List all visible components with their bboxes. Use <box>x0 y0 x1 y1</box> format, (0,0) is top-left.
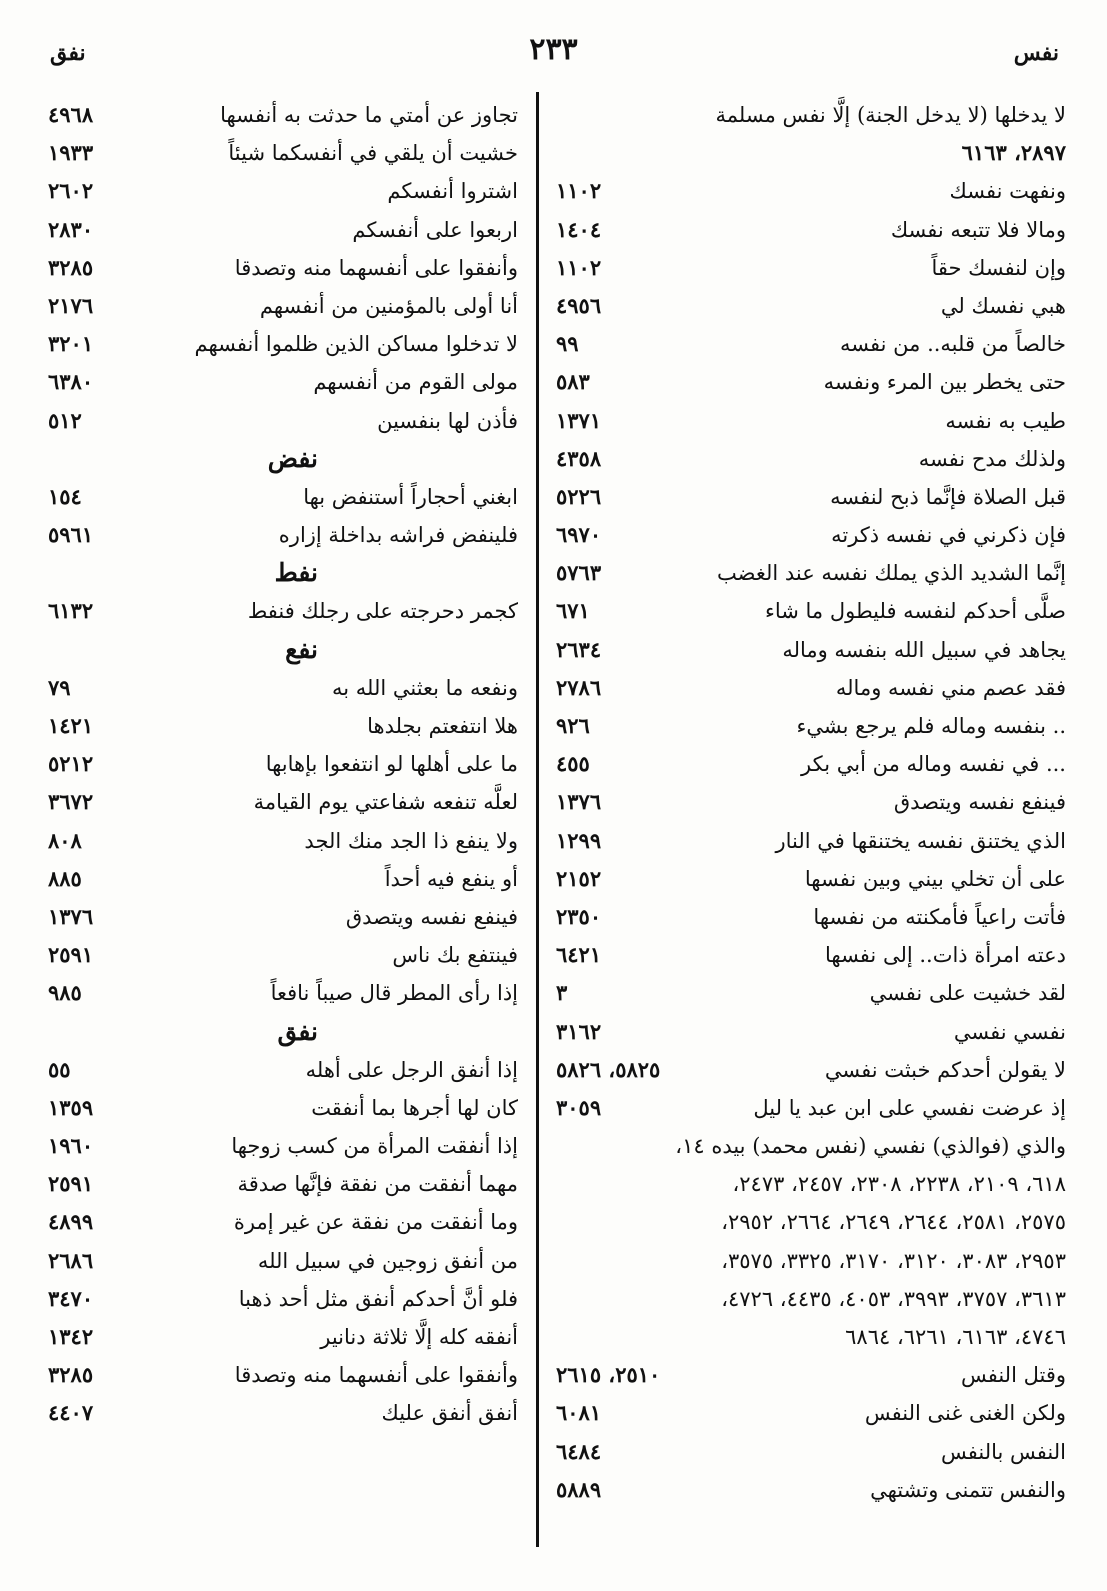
entry-text: لقد خشيت على نفسي <box>869 981 1066 1006</box>
continuation-line <box>556 96 1066 134</box>
entry-text: لعلَّه تنفعه شفاعتي يوم القيامة <box>253 790 518 815</box>
index-entry <box>556 554 1066 592</box>
heading-text: نفض <box>267 443 318 473</box>
entry-number: ٢٧٨٦ <box>556 674 602 700</box>
index-entry <box>48 287 518 325</box>
index-entry <box>556 822 1066 860</box>
section-heading <box>48 440 518 478</box>
entry-number: ١٥٤ <box>48 483 82 509</box>
section-heading <box>48 554 518 592</box>
index-entry <box>556 478 1066 516</box>
index-entry <box>556 440 1066 478</box>
entry-text: لا يدخلها (لا يدخل الجنة) إلَّا نفس مسلمة <box>715 103 1066 127</box>
entry-text: إذا رأى المطر قال صيباً نافعاً <box>270 981 518 1006</box>
entry-text: مهما أنفقت من نفقة فإنَّها صدقة <box>237 1172 518 1197</box>
entry-number: ٥٨٢٥، ٥٨٢٦ <box>556 1056 661 1082</box>
index-entry <box>48 1280 518 1318</box>
index-entry <box>48 860 518 898</box>
entry-text: من أنفق زوجين في سبيل الله <box>257 1248 518 1273</box>
continuation-line <box>556 1127 1066 1165</box>
index-entry <box>556 707 1066 745</box>
index-entry <box>48 1127 518 1165</box>
entry-number: ٥٢٢٦ <box>556 483 602 509</box>
index-entry <box>48 1242 518 1280</box>
entry-number: ٤٥٥ <box>556 751 590 777</box>
entry-text: فأتت راعياً فأمكنته من نفسها <box>813 904 1066 929</box>
entry-number: ٦١٣٢ <box>48 598 94 624</box>
continuation-line <box>556 1280 1066 1318</box>
entry-text: إذا أنفق الرجل على أهله <box>305 1057 518 1082</box>
entry-number: ١٩٣٣ <box>48 140 94 166</box>
index-entry <box>48 402 518 440</box>
index-entry <box>556 363 1066 401</box>
entry-number: ١٣٧١ <box>556 407 602 433</box>
entry-text: .. بنفسه وماله فلم يرجع بشيء <box>796 714 1066 738</box>
heading-text: نفق <box>277 1016 318 1046</box>
entry-text: طيب به نفسه <box>945 408 1066 433</box>
entry-text: هبي نفسك لي <box>940 293 1066 318</box>
index-entry <box>48 974 518 1012</box>
entry-text: اشتروا أنفسكم <box>387 179 518 204</box>
entry-number: ١٣٧٦ <box>48 903 94 929</box>
index-entry <box>556 1433 1066 1471</box>
index-entry <box>556 516 1066 554</box>
entry-text: ولا ينفع ذا الجد منك الجد <box>304 828 518 853</box>
entry-number: ٥٨٨٩ <box>556 1476 602 1502</box>
entry-text: إذا أنفقت المرأة من كسب زوجها <box>231 1134 518 1159</box>
index-entry <box>48 516 518 554</box>
index-entry <box>48 898 518 936</box>
index-entry <box>556 898 1066 936</box>
section-heading <box>48 631 518 669</box>
entry-text: ولكن الغنى غنى النفس <box>864 1401 1066 1426</box>
column-divider <box>536 92 539 1547</box>
entry-number: ٦٣٨٠ <box>48 369 94 395</box>
index-entry <box>48 325 518 363</box>
entry-text: كان لها أجرها بما أنفقت <box>311 1095 518 1120</box>
entry-text: الذي يختنق نفسه يختنقها في النار <box>775 828 1066 853</box>
entry-number: ٢٥٩١ <box>48 1171 94 1197</box>
entry-number: ٤٩٦٨ <box>48 102 94 127</box>
entry-text: خشيت أن يلقي في أنفسكما شيئاً <box>228 141 518 166</box>
entry-number: ٢١٥٢ <box>556 865 602 891</box>
entry-text: خالصاً من قلبه.. من نفسه <box>840 332 1066 357</box>
entry-text: ... في نفسه وماله من أبي بكر <box>801 752 1066 777</box>
index-entry <box>48 249 518 287</box>
index-entry <box>48 592 518 630</box>
entry-number: ٣١٦٢ <box>556 1018 602 1044</box>
entry-text: والنفس تتمنى وتشتهي <box>870 1477 1066 1502</box>
entry-number: ٣٢٠١ <box>48 331 94 357</box>
entry-number: ٣٠٥٩ <box>556 1094 602 1120</box>
entry-text: صلَّى أحدكم لنفسه فليطول ما شاء <box>764 599 1066 624</box>
entry-text: اربعوا على أنفسكم <box>352 217 518 242</box>
entry-number: ٩٩ <box>556 331 579 357</box>
continuation-line <box>556 1318 1066 1356</box>
entry-number: ٦٠٨١ <box>556 1400 602 1426</box>
index-entry <box>48 1356 518 1394</box>
entry-number: ٥٨٣ <box>556 369 590 395</box>
entry-number: ٩٢٦ <box>556 713 590 738</box>
entry-number: ٢١٧٦ <box>48 292 94 318</box>
entry-number: ٥٥ <box>48 1056 71 1082</box>
entry-text: فقد عصم مني نفسه وماله <box>835 675 1066 700</box>
entry-text: أنا أولى بالمؤمنين من أنفسهم <box>259 293 518 318</box>
entry-text: ابغني أحجاراً أستنفض بها <box>303 484 518 509</box>
index-entry <box>48 172 518 210</box>
entry-text: ولذلك مدح نفسه <box>918 446 1066 471</box>
entry-number: ٢٨٩٧، ٦١٦٣ <box>961 140 1066 166</box>
entry-number: ١٩٦٠ <box>48 1133 94 1159</box>
entry-number: ١٢٩٩ <box>556 827 602 853</box>
index-entry <box>556 249 1066 287</box>
index-entry <box>48 1165 518 1203</box>
entry-number: ٤٣٥٨ <box>556 445 602 471</box>
entry-text: أنفق أنفق عليك <box>381 1401 518 1426</box>
index-entry <box>556 592 1066 630</box>
index-entry <box>556 325 1066 363</box>
entry-number: ٢٨٣٠ <box>48 216 94 242</box>
header-left-keyword: نفق <box>50 40 86 66</box>
entry-text: يجاهد في سبيل الله بنفسه وماله <box>782 637 1066 662</box>
entry-number: ٦٤٨٤ <box>556 1438 602 1464</box>
entry-text: نفسي نفسي <box>953 1019 1066 1044</box>
entry-number: ٤٩٥٦ <box>556 292 602 318</box>
left-column <box>48 96 518 1433</box>
index-entry <box>48 478 518 516</box>
entry-number: ٣٦٧٢ <box>48 789 94 815</box>
continuation-line <box>556 1242 1066 1280</box>
entry-text: فأذن لها بنفسين <box>377 408 518 433</box>
entry-number: ١٣٤٢ <box>48 1324 94 1349</box>
index-entry <box>556 1089 1066 1127</box>
entry-number: ٨٨٥ <box>48 865 82 891</box>
index-entry <box>556 860 1066 898</box>
index-entry <box>556 211 1066 249</box>
entry-text: ومالا فلا تتبعه نفسك <box>890 217 1066 242</box>
right-column <box>556 96 1066 1509</box>
entry-text: ونفهت نفسك <box>949 179 1066 204</box>
entry-text: تجاوز عن أمتي ما حدثت به أنفسها <box>220 103 518 127</box>
index-entry <box>48 745 518 783</box>
entry-text: وأنفقوا على أنفسهما منه وتصدقا <box>234 1363 518 1388</box>
index-entry <box>48 363 518 401</box>
entry-number: ٢٥١٠، ٢٦١٥ <box>556 1362 661 1388</box>
entry-number: ١٣٥٩ <box>48 1094 94 1120</box>
entry-number: ٥٢١٢ <box>48 751 94 777</box>
continuation-line <box>556 1165 1066 1203</box>
index-entry <box>48 669 518 707</box>
entry-number: ٩٨٥ <box>48 980 82 1006</box>
index-entry <box>48 936 518 974</box>
entry-text: ما على أهلها لو انتفعوا بإهابها <box>265 752 518 777</box>
entry-number: ٦٩٧٠ <box>556 522 602 548</box>
entry-text: قبل الصلاة فإنَّما ذبح لنفسه <box>830 484 1066 509</box>
index-entry <box>48 134 518 172</box>
index-entry <box>556 631 1066 669</box>
entry-text: لا يقولن أحدكم خبثت نفسي <box>824 1057 1066 1082</box>
index-entry <box>48 1318 518 1356</box>
entry-text: ٢٥٧٥، ٢٥٨١، ٢٦٤٤، ٢٦٤٩، ٢٦٦٤، ٢٩٥٢، <box>721 1210 1066 1235</box>
index-entry <box>48 1051 518 1089</box>
entry-number: ١١٠٢ <box>556 178 602 204</box>
entry-text: أنفقه كله إلَّا ثلاثة دنانير <box>320 1325 518 1349</box>
entry-text: حتى يخطر بين المرء ونفسه <box>823 370 1066 395</box>
entry-text: فينتفع بك ناس <box>392 943 518 968</box>
index-entry <box>48 96 518 134</box>
entry-number: ٢٦٨٦ <box>48 1247 94 1273</box>
entry-number: ١٤٢١ <box>48 713 94 738</box>
entry-text: مولى القوم من أنفسهم <box>313 370 518 395</box>
entry-text: كجمر دحرجته على رجلك فنفط <box>247 599 518 624</box>
entry-text: أو ينفع فيه أحداً <box>384 866 518 891</box>
reference-numbers-line <box>556 134 1066 172</box>
entry-number: ٢٣٥٠ <box>556 903 602 929</box>
index-entry <box>48 211 518 249</box>
entry-number: ٨٠٨ <box>48 827 82 853</box>
index-entry <box>556 287 1066 325</box>
index-entry <box>48 1089 518 1127</box>
entry-text: ونفعه ما بعثني الله به <box>331 675 518 700</box>
entry-number: ٥٩٦١ <box>48 522 94 548</box>
entry-text: فلو أنَّ أحدكم أنفق مثل أحد ذهبا <box>238 1286 518 1311</box>
entry-number: ٢٦٣٤ <box>556 636 602 662</box>
entry-text: على أن تخلي بيني وبين نفسها <box>804 866 1066 891</box>
entry-number: ٧٩ <box>48 674 71 700</box>
entry-number: ٥١٢ <box>48 407 82 433</box>
entry-text: دعته امرأة ذات.. إلى نفسها <box>824 943 1066 968</box>
page-number: ٢٣٣ <box>529 32 578 67</box>
entry-text: ٤٧٤٦، ٦١٦٣، ٦٢٦١، ٦٨٦٤ <box>845 1325 1066 1349</box>
index-entry <box>556 1394 1066 1432</box>
entry-text: إذ عرضت نفسي على ابن عبد يا ليل <box>753 1095 1066 1120</box>
entry-text: إنَّما الشديد الذي يملك نفسه عند الغضب <box>716 561 1066 586</box>
entry-text: والذي (فوالذي) نفسي (نفس محمد) بيده ١٤، <box>675 1134 1066 1159</box>
entry-text: ٦١٨، ٢١٠٩، ٢٢٣٨، ٢٣٠٨، ٢٤٥٧، ٢٤٧٣، <box>732 1172 1066 1197</box>
entry-number: ٤٨٩٩ <box>48 1209 94 1235</box>
entry-number: ١٣٧٦ <box>556 789 602 815</box>
entry-number: ٦٤٢١ <box>556 942 602 968</box>
entry-number: ٣٤٧٠ <box>48 1285 94 1311</box>
entry-text: وأنفقوا على أنفسهما منه وتصدقا <box>234 255 518 280</box>
index-entry <box>556 1013 1066 1051</box>
heading-text: نفط <box>274 558 318 588</box>
index-entry <box>556 1051 1066 1089</box>
entry-text: ٢٩٥٣، ٣٠٨٣، ٣١٢٠، ٣١٧٠، ٣٣٢٥، ٣٥٧٥، <box>721 1248 1066 1273</box>
entry-text: فلينفض فراشه بداخلة إزاره <box>278 523 518 548</box>
index-entry <box>556 745 1066 783</box>
entry-number: ١١٠٢ <box>556 254 602 280</box>
index-entry <box>48 1203 518 1241</box>
index-entry <box>48 822 518 860</box>
section-heading <box>48 1013 518 1051</box>
index-entry <box>556 402 1066 440</box>
entry-text: وإن لنفسك حقاً <box>931 255 1066 280</box>
entry-text: فينفع نفسه ويتصدق <box>345 904 518 929</box>
heading-text: نفع <box>285 634 318 664</box>
entry-text: وما أنفقت من نفقة عن غير إمرة <box>233 1210 518 1235</box>
continuation-line <box>556 1203 1066 1241</box>
entry-number: ٣٢٨٥ <box>48 254 94 280</box>
entry-number: ٢٥٩١ <box>48 942 94 968</box>
index-entry <box>48 1394 518 1432</box>
entry-number: ٦٧١ <box>556 598 590 624</box>
index-entry <box>556 936 1066 974</box>
entry-text: لا تدخلوا مساكن الذين ظلموا أنفسهم <box>194 332 518 357</box>
entry-text: ٣٦١٣، ٣٧٥٧، ٣٩٩٣، ٤٠٥٣، ٤٤٣٥، ٤٧٢٦، <box>721 1286 1066 1311</box>
entry-text: النفس بالنفس <box>940 1439 1066 1464</box>
entry-text: وقتل النفس <box>960 1363 1066 1388</box>
index-entry <box>556 1471 1066 1509</box>
index-entry <box>556 1356 1066 1394</box>
entry-number: ٥٧٦٣ <box>556 560 602 586</box>
entry-number: ٣٢٨٥ <box>48 1362 94 1388</box>
index-entry <box>48 707 518 745</box>
index-entry <box>556 974 1066 1012</box>
index-entry <box>48 783 518 821</box>
entry-text: فينفع نفسه ويتصدق <box>893 790 1066 815</box>
entry-number: ٣ <box>556 980 568 1006</box>
entry-text: هلا انتفعتم بجلدها <box>367 714 518 738</box>
index-entry <box>556 783 1066 821</box>
entry-number: ٢٦٠٢ <box>48 178 94 204</box>
entry-number: ٤٤٠٧ <box>48 1400 94 1426</box>
entry-text: فإن ذكرني في نفسه ذكرته <box>831 523 1066 548</box>
entry-number: ١٤٠٤ <box>556 216 602 242</box>
header-right-keyword: نفس <box>1013 40 1059 66</box>
index-entry <box>556 669 1066 707</box>
index-entry <box>556 172 1066 210</box>
